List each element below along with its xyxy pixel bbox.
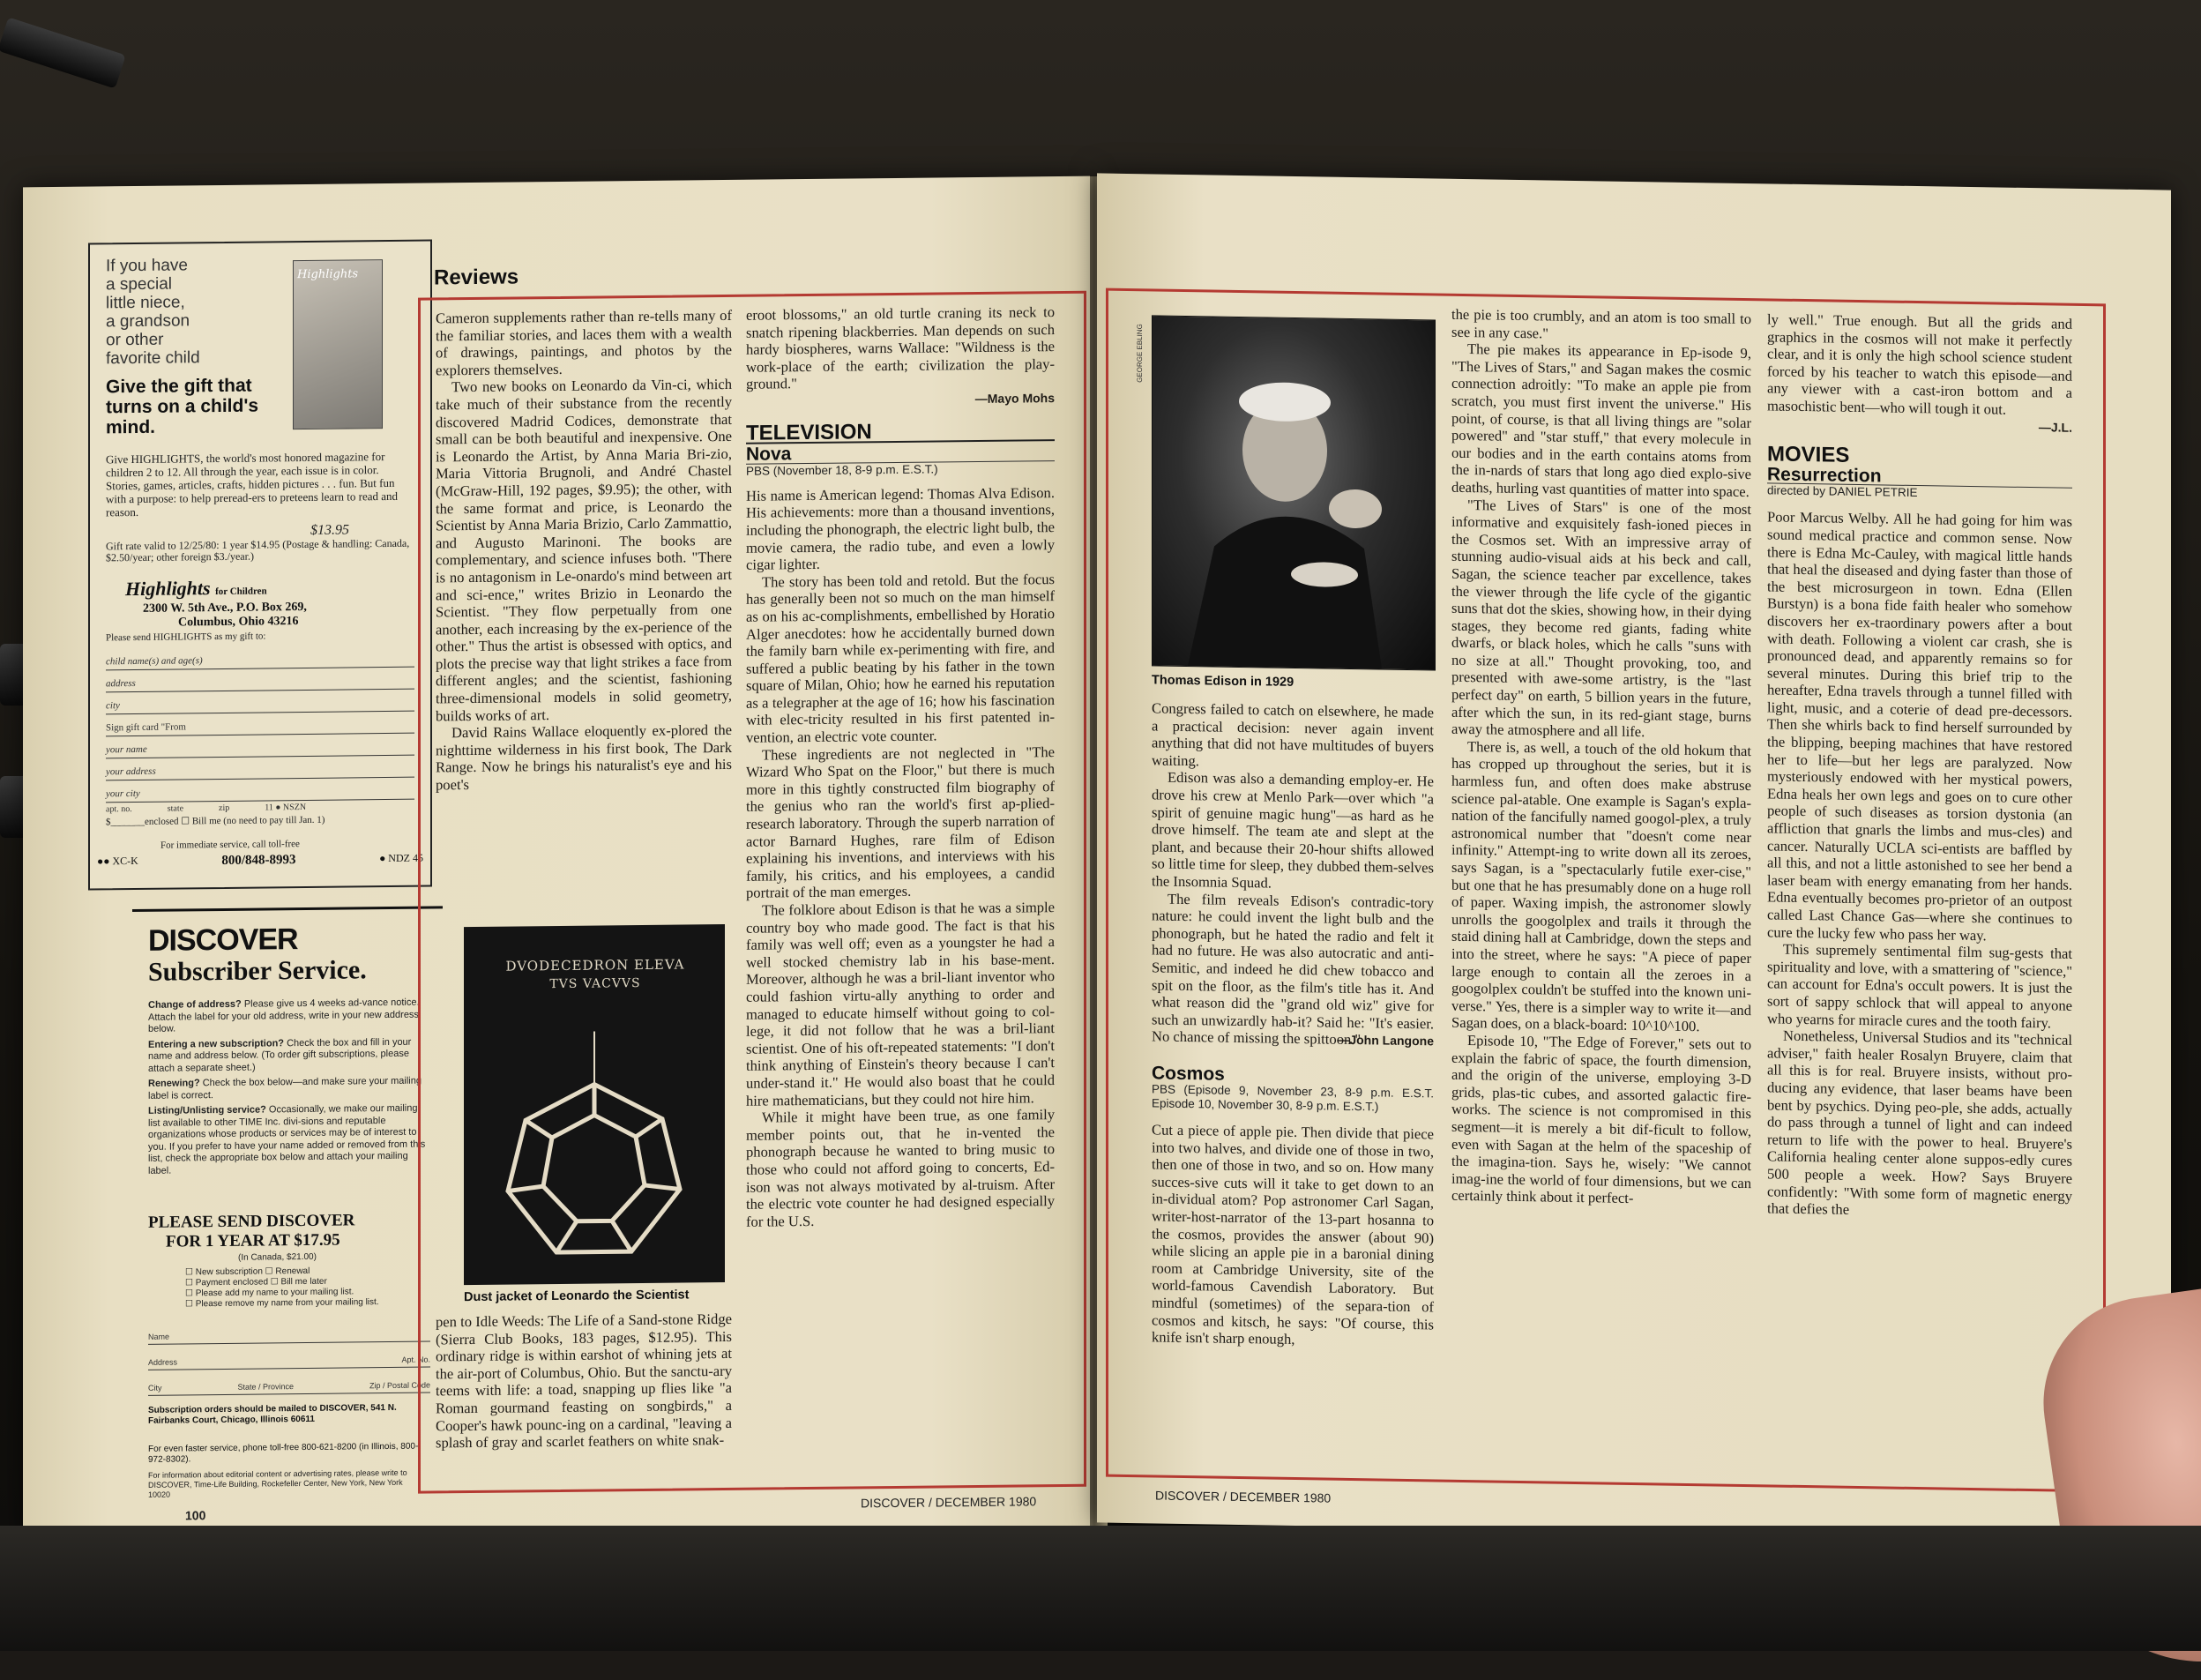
- discover-form: [148, 1316, 430, 1395]
- paragraph: The pie makes its appearance in Ep-isode 9, "The Lives of Stars," and Sagan makes the cosmic connection adroitly: "To make an apple pie from scratch, you must first invent the universe." His point, of course, is that all living things are "solar powered" and "star stuff," that every molecule in our bodies and in the earth contains atoms from the in-nards of stars that long ago died explo-sive deaths, hurling vast quantities of matter into space.: [1451, 340, 1756, 500]
- field-apt[interactable]: Apt. No.: [401, 1355, 430, 1364]
- edison-photo: [1152, 315, 1436, 670]
- item-text: Check the box and fill in your name and address below. (To order gift subscriptions, please attach a separate sheet.): [148, 1036, 412, 1074]
- form-small-labels: [106, 802, 414, 815]
- right-col-1: [1152, 699, 1438, 1350]
- book-jacket-figure: [464, 924, 725, 1285]
- paragraph: ly well." True enough. But all the grids and graphics in the cosmos will not make it perfectly clear, and it is only the high school science student forced by his teacher to watch this episode—and any viewer with a cast-iron bottom and a masochistic bent—who will tough it out.: [1767, 310, 2077, 418]
- section-movies: MOVIES: [1767, 442, 1850, 467]
- paragraph: These ingredients are not neglected in "The Wizard Who Spat on the Floor," but there is much more in this tightly constructed film biography of the genius who ran the world's first ap-plied-research laboratory. Through the superb narration of actor Barnard Hughes, rare film of Edison explaining his inventions, and interviews with his family, his critics, and his employees, a candid portrait of the man emerges.: [746, 743, 1059, 902]
- paragraph: There is, as well, a touch of the old hokum that has cropped up throughout the series, but it is harmless fun, and often does make abstruse science pal-atable. One example is Sagan's expla-nation of the fancifully named googol-plex, a truly astronomical number that "doesn't come near infinity." Attempt-ing to write down all its zeroes, says Sagan, is a "spectacularly futile exer-cise," but one that he has presumably done on a huge roll of paper. Waxing impish, the astronomer slowly unrolls the googolplex and trails it through the staid dining hall at Cambridge, down the steps and into the street, where he says: "A piece of paper large enough to contain all the zeroes in a googolplex couldn't be stuffed into the known uni-verse." Yes, there is a simpler way to write it—and Sagan does, on a black-board: 10^10^100.: [1451, 737, 1756, 1035]
- form-field-your-name[interactable]: your name: [106, 734, 414, 759]
- paragraph: His name is American legend: Thomas Alva Edison. His achievements: more than a thousand inventions, including the phonograph, the electric light bulb, the movie camera, the radio tube, and even a lowly cigar lighter.: [746, 483, 1059, 573]
- code-xck: ●● XC-K: [97, 854, 138, 868]
- nszn-code: 11 ● NSZN: [265, 802, 307, 813]
- item-renewing: [148, 1075, 430, 1101]
- item-text: Check the box below—and make sure your mailing label is correct.: [148, 1075, 422, 1101]
- field-address-row: [148, 1341, 430, 1370]
- phone-note: For immediate service, call toll-free: [160, 839, 300, 851]
- paragraph: While it might have been true, as one family member points out, that he in-vented the phonograph because he wanted to bring music to those who could not afford going to concerts, Ed-ison was not always motivated by al-truism. After the electric vote counter he had designed especially for the U.S.: [746, 1106, 1059, 1230]
- item-head: Listing/Unlisting service?: [148, 1104, 266, 1116]
- apt-label: apt. no.: [106, 804, 132, 815]
- offer-line-1: PLEASE SEND DISCOVER: [148, 1211, 355, 1232]
- paragraph: Cut a piece of apple pie. Then divide that piece into two halves, and divide one of those in two, then one of those in two, and so on. How many succes-sive cuts will it take to get down to an in-dividual atom? Pop astronomer Carl Sagan, writer-host-narrator of the 13-part hosanna to the cosmos, provides the answer (about 90) while slicing an apple pie in a baronial dining room at Cambridge University, site of the world-famous Cavendish Laboratory. But mindful (sometimes) of the separa-tion of cosmos and kitsch, he says: "Of course, this knife isn't sharp enough,: [1152, 1121, 1438, 1348]
- left-footer-title: DISCOVER / DECEMBER 1980: [861, 1494, 1037, 1511]
- paragraph: Episode 10, "The Edge of Forever," sets out to explain the fabric of space, the fourth dimension, and the origin of the universe, employing 3-D grids, plas-tic cubes, and assorted galactic fire-works. The science is not compromised in this segment—it is merely a bit dif-ficult to follow, even with Sagan at the helm of the spaceship of the imagina-tion. Says he, wisely: "We cannot imag-ine the world of four dimensions, but we can certainly think about it perfect-: [1451, 1031, 1756, 1207]
- form-field-your-city[interactable]: your city: [106, 778, 414, 803]
- paragraph: David Rains Wallace eloquently ex-plored the nighttime wilderness in his first book, The Dark Range. Now he brings his naturalist's eye and his poet's: [436, 721, 736, 794]
- highlights-magazine-cover: [293, 259, 383, 429]
- form-field-your-address[interactable]: your address: [106, 756, 414, 781]
- highlights-ad: [88, 239, 432, 890]
- paragraph: Nonetheless, Universal Studios and its "technical adviser," faith healer Rosalyn Bruyere, claim that all this is for real. Bruyere insists, without pro-ducing any evidence, that laser beams have been bent by psychics. Dying peo-ple, she adds, actually do pass through a tunnel of light and can indeed return to life with the power to heal. Bruyere's California healing center alone suppos-edly cures 500 people a week. How? Says Bruyere confidently: "With some form of magnetic energy that defies the: [1767, 1027, 2077, 1218]
- offer-note: (In Canada, $21.00): [238, 1251, 317, 1263]
- review-title-nova: Nova: [746, 443, 1055, 464]
- form-field-gift-card[interactable]: Sign gift card "From: [106, 712, 414, 737]
- discover-ad-title: Subscriber Service.: [148, 955, 367, 987]
- nova-meta: PBS (November 18, 8-9 p.m. E.S.T.): [746, 462, 938, 478]
- brand-name: Highlights: [125, 577, 211, 601]
- item-change-address: [148, 997, 430, 1035]
- paragraph: Two new books on Leonardo da Vin-ci, which take much of their substance from the recently discovered Madrid Codices, demonstrate that small can be both beautiful and inexpensive. One is Leonardo the Artist, by Anna Maria Bri-zio, Maria Vittoria Brugnoli, and André Chastel (McGraw-Hill, 192 pages, $9.95); the other, with the same format and price, is Leonardo the Scientist by Anna Maria Brizio, Carlo Zammattio, and Augusto Marinoni. The books are complementary, and science infuses both. "There is no antagonism in Le-onardo's mind between art and sci-ence," writes Brizio in Leonardo the Scientist. "They flow perpetually from one another, each increasing by the ex-perience of the other." Thus the artist is obsessed with optics, and plots the precise way that light strikes a face from different angles; and the scientist, fashioning three-dimensional models in solid geometry, builds works of art.: [436, 376, 736, 725]
- item-head: Renewing?: [148, 1078, 200, 1089]
- paragraph: Edison was also a demanding employ-er. He drove his crew at Menlo Park—over which "a spirit of genuine magic hung"—as hard as he drove himself. The team ate and slept at the plant, and because their 20-hour shifts allowed so little time for sleep, they dubbed them-selves the Insomnia Squad.: [1152, 769, 1438, 892]
- paragraph: "The Lives of Stars" is one of the most informative and exquisitely fash-ioned pieces in the Cosmos set. With an impressive array of stunning audio-visual aids at his beck and call, Sagan, the science teacher par excellence, takes the viewer through the life cycle of the gigantic suns that dot the skies, showing how, in their dying stages, they become red giants, fading white dwarfs, or black holes, which he calls "suns with no size at all." Thought provoking, too, and presented with awe-some artistry, is the "last perfect day" on earth, 5 billion years in the future, after which the sun, in its red-giant stage, burns away the atmosphere and all life.: [1451, 496, 1756, 741]
- price-handwritten: $13.95: [310, 522, 349, 538]
- highlights-brand: [125, 576, 267, 601]
- paragraph: The film reveals Edison's contradic-tory nature: he could invent the light bulb and the phonograph, but he hated the radio and felt it had no future. He was also autocratic and anti-Semitic, and indeed he did chew tobacco and spit on the floor, as the film's title has it. And what reason did the "grand old wiz" give for such an unwizardly hab-it? Said he: "It's easier. No chance of missing the spittoon.": [1152, 890, 1438, 1049]
- form-field-child[interactable]: child name(s) and age(s): [106, 646, 414, 671]
- field-city[interactable]: City: [148, 1383, 162, 1393]
- field-city-row: [148, 1367, 430, 1395]
- phone-service: For even faster service, phone toll-free 800-621-8200 (in Illinois, 800-972-8302).: [148, 1441, 419, 1465]
- send-note: Please send HIGHLIGHTS as my gift to:: [106, 631, 266, 644]
- highlights-headline: If you have a special little niece, a grandson or other favorite child: [106, 256, 200, 369]
- photo-caption: Thomas Edison in 1929: [1152, 673, 1294, 690]
- discover-subscriber-ad: [132, 906, 443, 1512]
- left-col-1: [436, 306, 736, 794]
- left-page: [23, 176, 1090, 1541]
- gift-form: [106, 646, 414, 815]
- field-address[interactable]: Address: [148, 1357, 178, 1367]
- zip-label: zip: [219, 803, 230, 814]
- highlights-address-2: Columbus, Ohio 43216: [178, 615, 299, 630]
- form-field-city[interactable]: city: [106, 690, 414, 715]
- paragraph: This supremely sentimental film sug-gests that spirituality and love, with a smattering of "science," can account for Edna's occult powers. It is just the sort of sappy schlock that will appeal to anyone who yearns for miracle cures and the tooth fairy.: [1767, 940, 2077, 1031]
- signature-langone: —John Langone: [1337, 1032, 1434, 1049]
- mail-to: Subscription orders should be mailed to DISCOVER, 541 N. Fairbanks Court, Chicago, Illinois 60611: [148, 1402, 397, 1426]
- paragraph: The story has been told and retold. But the focus has generally been not so much on the man himself as on his ac-complishments, embellished by Horatio Alger anecdotes: how he accidentally burned down the family barn while ex-perimenting with fire, and suffered a public beating by his father in the town square of Milan, Ohio; how he earned his reputation as a telegrapher at the age of 16; how his fascination with elec-tricity resulted in his first patented in-vention, an electric vote counter.: [746, 570, 1059, 746]
- phone-number: 800/848-8993: [221, 853, 296, 868]
- form-field-address[interactable]: address: [106, 668, 414, 693]
- item-head: Change of address?: [148, 998, 242, 1011]
- right-footer-title: DISCOVER / DECEMBER 1980: [1155, 1488, 1332, 1505]
- cosmos-meta: PBS (Episode 9, November 23, 8-9 p.m. E.S.T. Episode 10, November 30, 8-9 p.m. E.S.T.): [1152, 1082, 1434, 1114]
- photo-credit: GEORGE EBLING: [1136, 324, 1144, 383]
- right-page: [1097, 173, 2171, 1539]
- jacket-inscription-1: DVODECEDRON ELEVA: [505, 956, 685, 974]
- highlights-address-1: 2300 W. 5th Ave., P.O. Box 269,: [143, 600, 307, 616]
- figure-caption: Dust jacket of Leonardo the Scientist: [464, 1288, 690, 1305]
- offer-checkboxes: [185, 1266, 379, 1310]
- item-text: Please give us 4 weeks ad-vance notice. Attach the label for your old address, write in your new address below.: [148, 997, 420, 1034]
- checkbox-new-renewal[interactable]: ☐ New subscription ☐ Renewal: [185, 1266, 310, 1278]
- code-ndz: ● NDZ 45: [379, 851, 423, 865]
- cover-brand: Highlights: [297, 267, 359, 282]
- checkbox-add-list[interactable]: ☐ Please add my name to your mailing list.: [185, 1287, 354, 1299]
- right-col-3: [1767, 310, 2077, 1221]
- enclosed-line[interactable]: $_______enclosed ☐ Bill me (no need to pay till Jan. 1): [106, 814, 325, 828]
- checkbox-remove-list[interactable]: ☐ Please remove my name from your mailing list.: [185, 1297, 379, 1310]
- edison-figure: [1153, 316, 1435, 669]
- item-new-subscription: [148, 1036, 430, 1075]
- brand-sub: for Children: [215, 586, 267, 598]
- offer-line-2: FOR 1 YEAR AT $17.95: [166, 1230, 340, 1251]
- paragraph: Congress failed to catch on elsewhere, he made a practical decision: never again invent anything that did not have multitudes of buyers waiting.: [1152, 699, 1438, 770]
- foreground-surface: [0, 1526, 2201, 1651]
- paragraph: The folklore about Edison is that he was a simple country boy who made good. The fact is that his family was well off; even as a youngster he had a well stocked chemistry lab in his base-ment. Moreover, although he was a bril-liant inventor who could fashion virtu-ally anything to order and managed to educate himself without going to col-lege, it did not follow that he was a bril-liant scientist. One of his oft-repeated statements: "I don't think anything of Einstein's theory because I can't under-stand it." He would also boast that he could hire mathematicians, but they could not hire him.: [746, 899, 1059, 1109]
- signature-mohs: —Mayo Mohs: [974, 391, 1055, 406]
- dodecahedron-drawing: [464, 924, 725, 1285]
- jacket-inscription-2: TVS VACVVS: [549, 975, 641, 992]
- left-col-2: [746, 303, 1059, 1230]
- phone-row: [97, 852, 423, 870]
- highlights-tagline: Give the gift that turns on a child's mind.: [106, 375, 259, 438]
- paragraph: eroot blossoms," an old turtle craning its neck to snatch ripening blackberries. Man depends on such hardy biospheres, warns Wallace: "Wildness is the work-place of the earth; civilization the play-ground.": [746, 303, 1059, 393]
- field-name[interactable]: Name: [148, 1316, 430, 1344]
- gift-rate: Gift rate valid to 12/25/80: 1 year $14.95 (Postage & handling: Canada, $2.50/year; other foreign $3./year.): [106, 536, 410, 564]
- info-note: For information about editorial content or advertising rates, please write to DISCOVER, Time-Life Building, Rockefeller Center, New York, New York 10020: [148, 1467, 407, 1499]
- item-head: Entering a new subscription?: [148, 1037, 285, 1050]
- state-label: state: [167, 803, 184, 814]
- paragraph: Cameron supplements rather than re-tells many of the familiar stories, and laces them with a wealth of drawings, paintings, and photos by the explorers themselves.: [436, 306, 736, 379]
- right-col-2: [1451, 305, 1756, 1209]
- section-television: TELEVISION: [746, 422, 1055, 444]
- discover-logo: DISCOVER: [148, 922, 298, 958]
- section-label-reviews: Reviews: [434, 265, 519, 290]
- review-title-cosmos: Cosmos: [1152, 1063, 1225, 1086]
- field-state[interactable]: State / Province: [237, 1382, 294, 1392]
- item-text: Occasionally, we make our mailing list available to other TIME Inc. divi-sions and reputable organizations whose products or services may be of interest to you. If you prefer to have your name added or removed from this list, check the appropriate box below and attach your mailing label.: [148, 1102, 426, 1176]
- field-zip[interactable]: Zip / Postal Code: [369, 1380, 430, 1391]
- signature-jl: —J.L.: [2038, 419, 2072, 435]
- review-title-resurrection: Resurrection: [1767, 466, 2072, 489]
- left-col-1-bottom: [436, 1310, 736, 1452]
- paragraph: pen to Idle Weeds: The Life of a Sand-stone Ridge (Sierra Club Books, 183 pages, $12.95). This ordinary ridge is within earshot of whining jets at the air-port of Columbus, Ohio. But the sanctu-ary teems with life: a toad, snapping up flies like "a Roman gourmand feasting on songbirds," a Cooper's hawk pounc-ing on a cardinal, "leaving a splash of gray and scarlet feathers on white snak-: [436, 1310, 736, 1452]
- left-page-number: 100: [185, 1508, 206, 1523]
- paragraph: Poor Marcus Welby. All he had going for him was sound medical practice and common sense. Now there is Edna Mc-Cauley, with magical little hands that heal the diseased and dying faster than those of the best microsurgeon in town. Edna (Ellen Burstyn) is a bona fide faith healer who somehow discovers her ex-traordinary powers after a bout with death. Following a violent car crash, she is pronounced dead, and apparently remains so for several minutes. During this brief trip to the hereafter, Edna travels through a tunnel filled with light, music, and a coterie of dead pre-decessors. Then she whirls back to find herself surrounded by the blipping, beeping machines that have restored her to life—but her legs are paralyzed. Now mysteriously endowed with her mystical powers, Edna heals her own legs and goes on to cure other people of such diseases as torsion dystonia (an affliction that gnarls the limbs and mus-cles) and cancer. Naturally UCLA sci-entists are baffled by all this, and not a little astonished to see her bend a laser beam with energy emanating from her hands. Edna eventually becomes pro-prietor of an outpost called Last Chance Gas—where she continues to cure the lucky few who pass her way.: [1767, 508, 2077, 944]
- movie-meta: directed by DANIEL PETRIE: [1767, 483, 1918, 500]
- checkbox-payment[interactable]: ☐ Payment enclosed ☐ Bill me later: [185, 1276, 327, 1288]
- paragraph: the pie is too crumbly, and an atom is too small to see in any case.": [1451, 305, 1756, 342]
- item-listing: [148, 1102, 430, 1176]
- discover-ad-items: [148, 997, 430, 1176]
- highlights-body: Give HIGHLIGHTS, the world's most honored magazine for children 2 to 12. All through the year, each issue is in color. Stories, games, articles, crafts, hidden pictures . . . fun. But fun with a purpose: to help preread-ers to preteens learn to read and reason.: [106, 450, 399, 519]
